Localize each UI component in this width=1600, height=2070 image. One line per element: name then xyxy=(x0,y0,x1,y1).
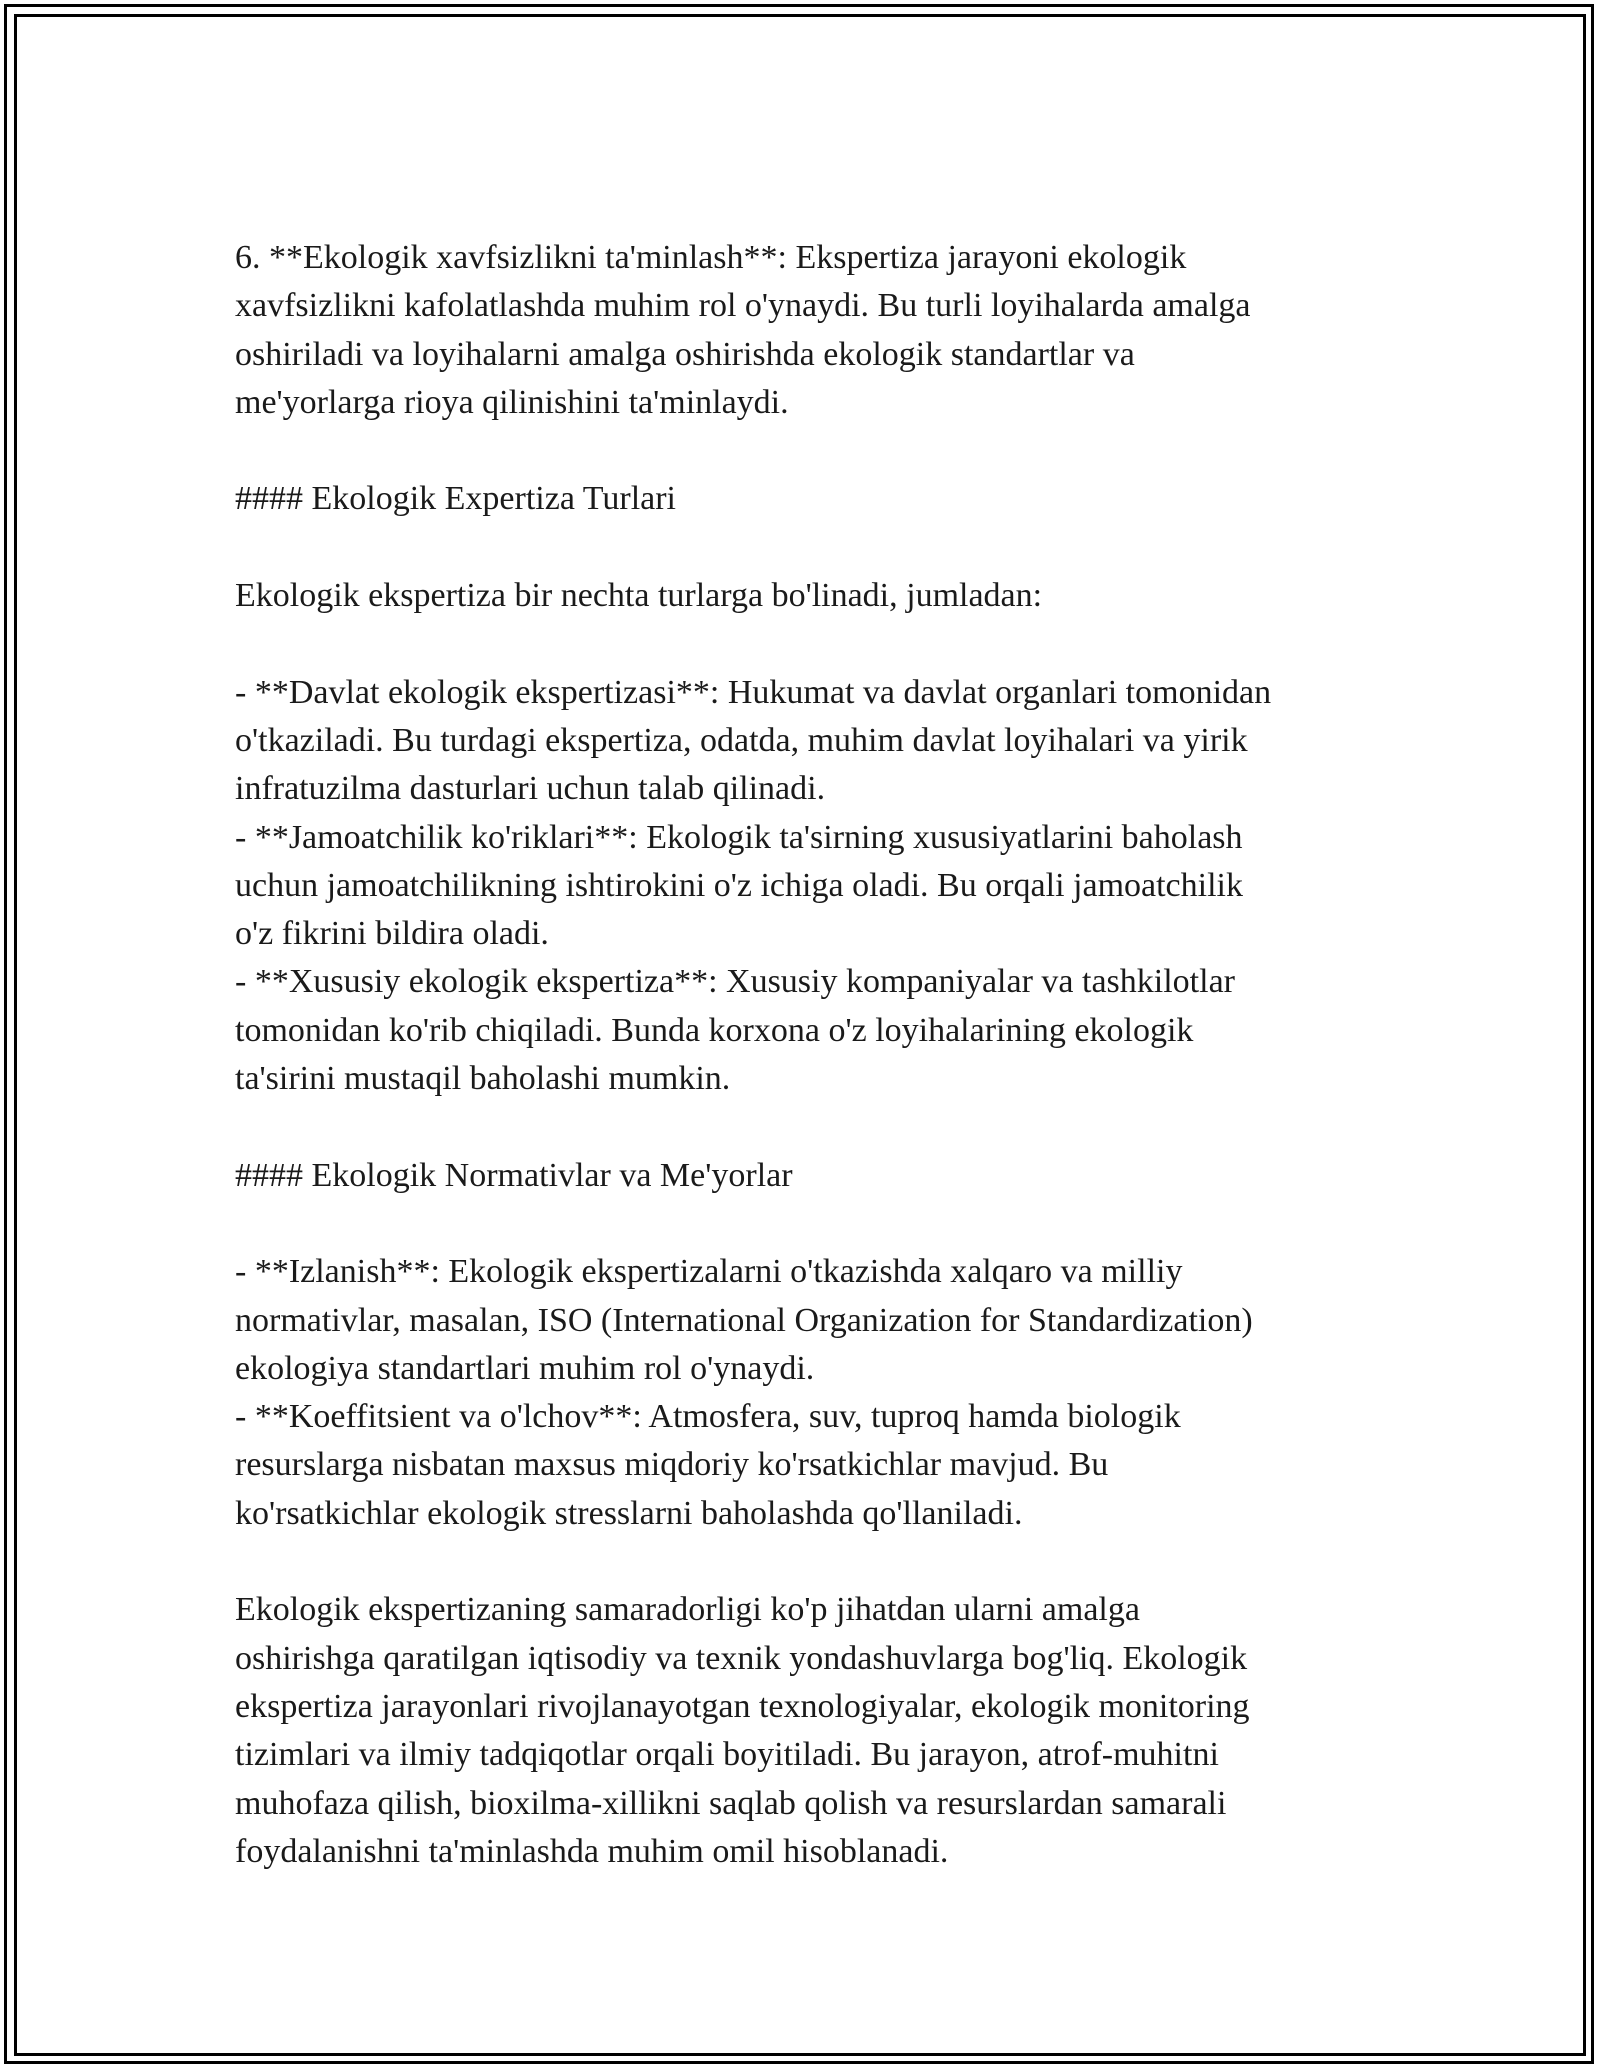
paragraph-types-intro xyxy=(235,572,1380,620)
list-line: o'tkaziladi. Bu turdagi ekspertiza, odatda, muhim davlat loyihalari va yirik xyxy=(235,721,1248,759)
paragraph-line: oshiriladi va loyihalarni amalga oshirishda ekologik standartlar va xyxy=(235,335,1135,373)
block-spacer xyxy=(235,1103,1380,1151)
list-line: ta'sirini mustaqil baholashi mumkin. xyxy=(235,1060,731,1098)
list-line: infratuzilma dasturlari uchun talab qilinadi. xyxy=(235,770,826,808)
list-line: ekologiya standartlari muhim rol o'ynaydi. xyxy=(235,1349,815,1387)
paragraph-line: Ekologik ekspertiza bir nechta turlarga bo'linadi, jumladan: xyxy=(235,577,1043,615)
list-line: normativlar, masalan, ISO (International Organization for Standardization) xyxy=(235,1301,1253,1339)
paragraph-line: foydalanishni ta'minlashda muhim omil hisoblanadi. xyxy=(235,1832,949,1870)
heading-expertise-types xyxy=(235,475,1380,523)
heading-line: #### Ekologik Normativlar va Me'yorlar xyxy=(235,1156,793,1194)
block-spacer xyxy=(235,427,1380,475)
paragraph-line: me'yorlarga rioya qilinishini ta'minlaydi. xyxy=(235,383,789,421)
paragraph-line: oshirishga qaratilgan iqtisodiy va texnik yondashuvlarga bog'liq. Ekologik xyxy=(235,1639,1248,1677)
list-line: - **Izlanish**: Ekologik ekspertizalarni o'tkazishda xalqaro va milliy xyxy=(235,1253,1183,1291)
paragraph-conclusion xyxy=(235,1586,1380,1876)
list-expertise-types xyxy=(235,669,1380,1104)
paragraph-line: Ekologik ekspertizaning samaradorligi ko'p jihatdan ularni amalga xyxy=(235,1591,1140,1629)
list-normatives xyxy=(235,1248,1380,1538)
list-line: tomonidan ko'rib chiqiladi. Bunda korxona o'z loyihalarining ekologik xyxy=(235,1011,1194,1049)
list-line: - **Davlat ekologik ekspertizasi**: Hukumat va davlat organlari tomonidan xyxy=(235,673,1272,711)
paragraph-line: muhofaza qilish, bioxilma-xillikni saqlab qolish va resurslardan samarali xyxy=(235,1784,1227,1822)
list-line: uchun jamoatchilikning ishtirokini o'z ichiga oladi. Bu orqali jamoatchilik xyxy=(235,866,1243,904)
paragraph-line: xavfsizlikni kafolatlashda muhim rol o'ynaydi. Bu turli loyihalarda amalga xyxy=(235,287,1251,325)
list-line: - **Xususiy ekologik ekspertiza**: Xususiy kompaniyalar va tashkilotlar xyxy=(235,963,1235,1001)
heading-normatives xyxy=(235,1152,1380,1200)
list-line: resurslarga nisbatan maxsus miqdoriy ko'rsatkichlar mavjud. Bu xyxy=(235,1446,1109,1484)
paragraph-line: tizimlari va ilmiy tadqiqotlar orqali boyitiladi. Bu jarayon, atrof-muhitni xyxy=(235,1736,1219,1774)
block-spacer xyxy=(235,1200,1380,1248)
list-line: ko'rsatkichlar ekologik stresslarni baholashda qo'llaniladi. xyxy=(235,1494,1023,1532)
list-line: o'z fikrini bildira oladi. xyxy=(235,915,549,953)
list-line: - **Koeffitsient va o'lchov**: Atmosfera, suv, tuproq hamda biologik xyxy=(235,1398,1181,1436)
heading-line: #### Ekologik Expertiza Turlari xyxy=(235,480,677,518)
document-body xyxy=(235,234,1380,1876)
block-spacer xyxy=(235,1538,1380,1586)
paragraph-ecological-safety xyxy=(235,234,1380,427)
paragraph-line: 6. **Ekologik xavfsizlikni ta'minlash**: Ekspertiza jarayoni ekologik xyxy=(235,239,1187,276)
block-spacer xyxy=(235,524,1380,572)
paragraph-line: ekspertiza jarayonlari rivojlanayotgan texnologiyalar, ekologik monitoring xyxy=(235,1687,1250,1725)
list-line: - **Jamoatchilik ko'riklari**: Ekologik ta'sirning xususiyatlarini baholash xyxy=(235,818,1243,856)
block-spacer xyxy=(235,620,1380,668)
